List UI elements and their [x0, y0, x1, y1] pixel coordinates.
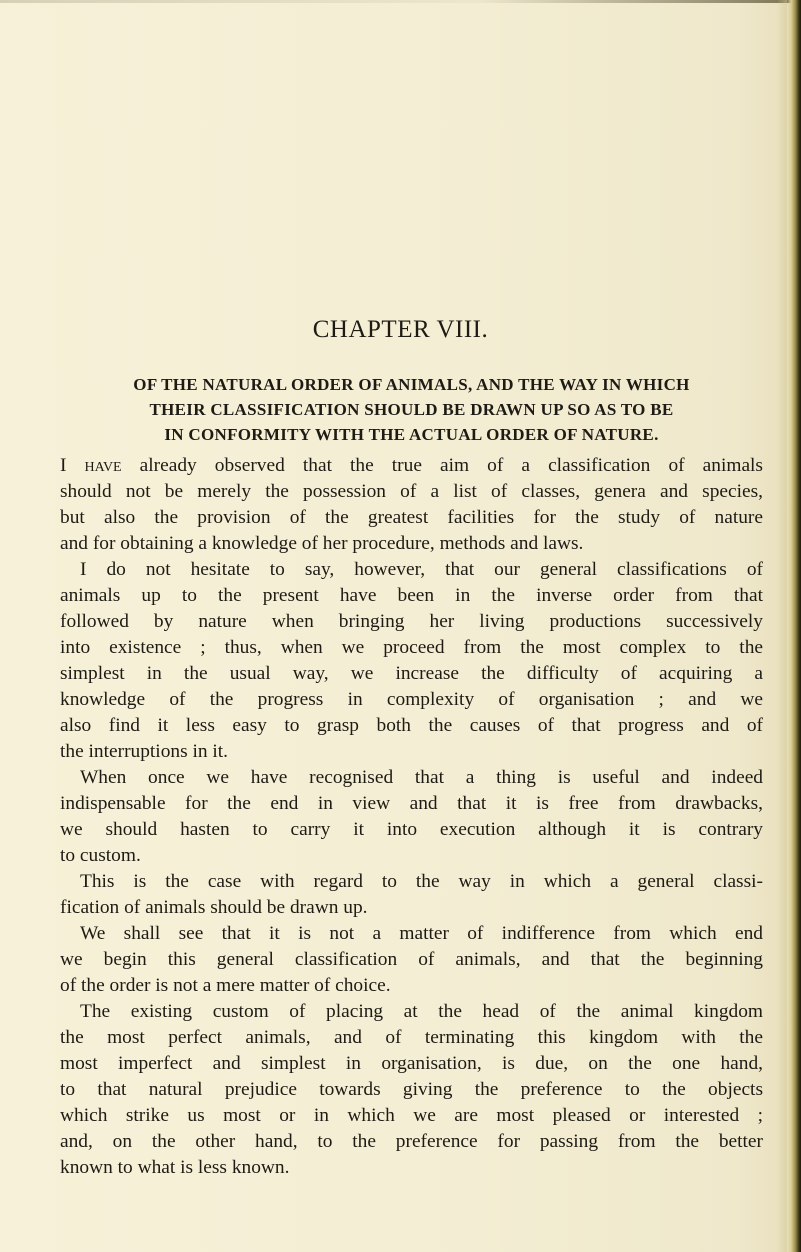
body-line: which strike us most or in which we are most pleased or interested ;	[60, 1105, 763, 1126]
subtitle-line: OF THE NATURAL ORDER OF ANIMALS, AND THE WAY IN WHICH	[133, 375, 690, 394]
subtitle-line: IN CONFORMITY WITH THE ACTUAL ORDER OF NATURE.	[164, 425, 659, 444]
body-line: This is the case with regard to the way in which a general classi-	[80, 871, 763, 892]
body-line: animals up to the present have been in the inverse order from that	[60, 585, 763, 606]
body-line: the interruptions in it.	[60, 741, 229, 762]
subtitle-line: THEIR CLASSIFICATION SHOULD BE DRAWN UP SO AS TO BE	[149, 400, 674, 419]
chapter-title: CHAPTER VIII.	[312, 316, 489, 343]
body-line	[60, 453, 763, 479]
body-line: and for obtaining a knowledge of her procedure, methods and laws.	[60, 533, 584, 554]
body-line: indispensable for the end in view and that it is free from drawbacks,	[60, 793, 763, 814]
body-line: to custom.	[60, 845, 141, 866]
body-line-text: already observed that the true aim of a classification of animals	[121, 455, 763, 476]
body-line: but also the provision of the greatest facilities for the study of nature	[60, 507, 763, 528]
chapter-subtitle	[60, 372, 763, 447]
page-top-edge	[0, 0, 801, 3]
body-line: fication of animals should be drawn up.	[60, 897, 368, 918]
body-line: We shall see that it is not a matter of indifference from which end	[80, 923, 763, 944]
page-gutter-shadow	[777, 0, 787, 1252]
body-line: of the order is not a mere matter of choice.	[60, 975, 391, 996]
body-line: I do not hesitate to say, however, that our general classifications of	[80, 559, 763, 580]
body-line: and, on the other hand, to the preference for passing from the better	[60, 1131, 763, 1152]
drop-word: I have	[60, 455, 122, 476]
body-line: we should hasten to carry it into execution although it is contrary	[60, 819, 763, 840]
body-line: most imperfect and simplest in organisation, is due, on the one hand,	[60, 1053, 763, 1074]
body-line: should not be merely the possession of a list of classes, genera and species,	[60, 481, 763, 502]
body-line: into existence ; thus, when we proceed from the most complex to the	[60, 637, 763, 658]
body-line: followed by nature when bringing her living productions successively	[60, 611, 763, 632]
body-line: known to what is less known.	[60, 1157, 290, 1178]
body-line: The existing custom of placing at the head of the animal kingdom	[80, 1001, 763, 1022]
book-spine-edge	[787, 0, 801, 1252]
body-line: also find it less easy to grasp both the causes of that progress and of	[60, 715, 763, 736]
body-line: we begin this general classification of animals, and that the beginning	[60, 949, 763, 970]
body-line: to that natural prejudice towards giving the preference to the objects	[60, 1079, 763, 1100]
body-line: When once we have recognised that a thing is useful and indeed	[80, 767, 763, 788]
body-line: simplest in the usual way, we increase the difficulty of acquiring a	[60, 663, 763, 684]
body-line: the most perfect animals, and of terminating this kingdom with the	[60, 1027, 763, 1048]
body-line: knowledge of the progress in complexity of organisation ; and we	[60, 689, 763, 710]
